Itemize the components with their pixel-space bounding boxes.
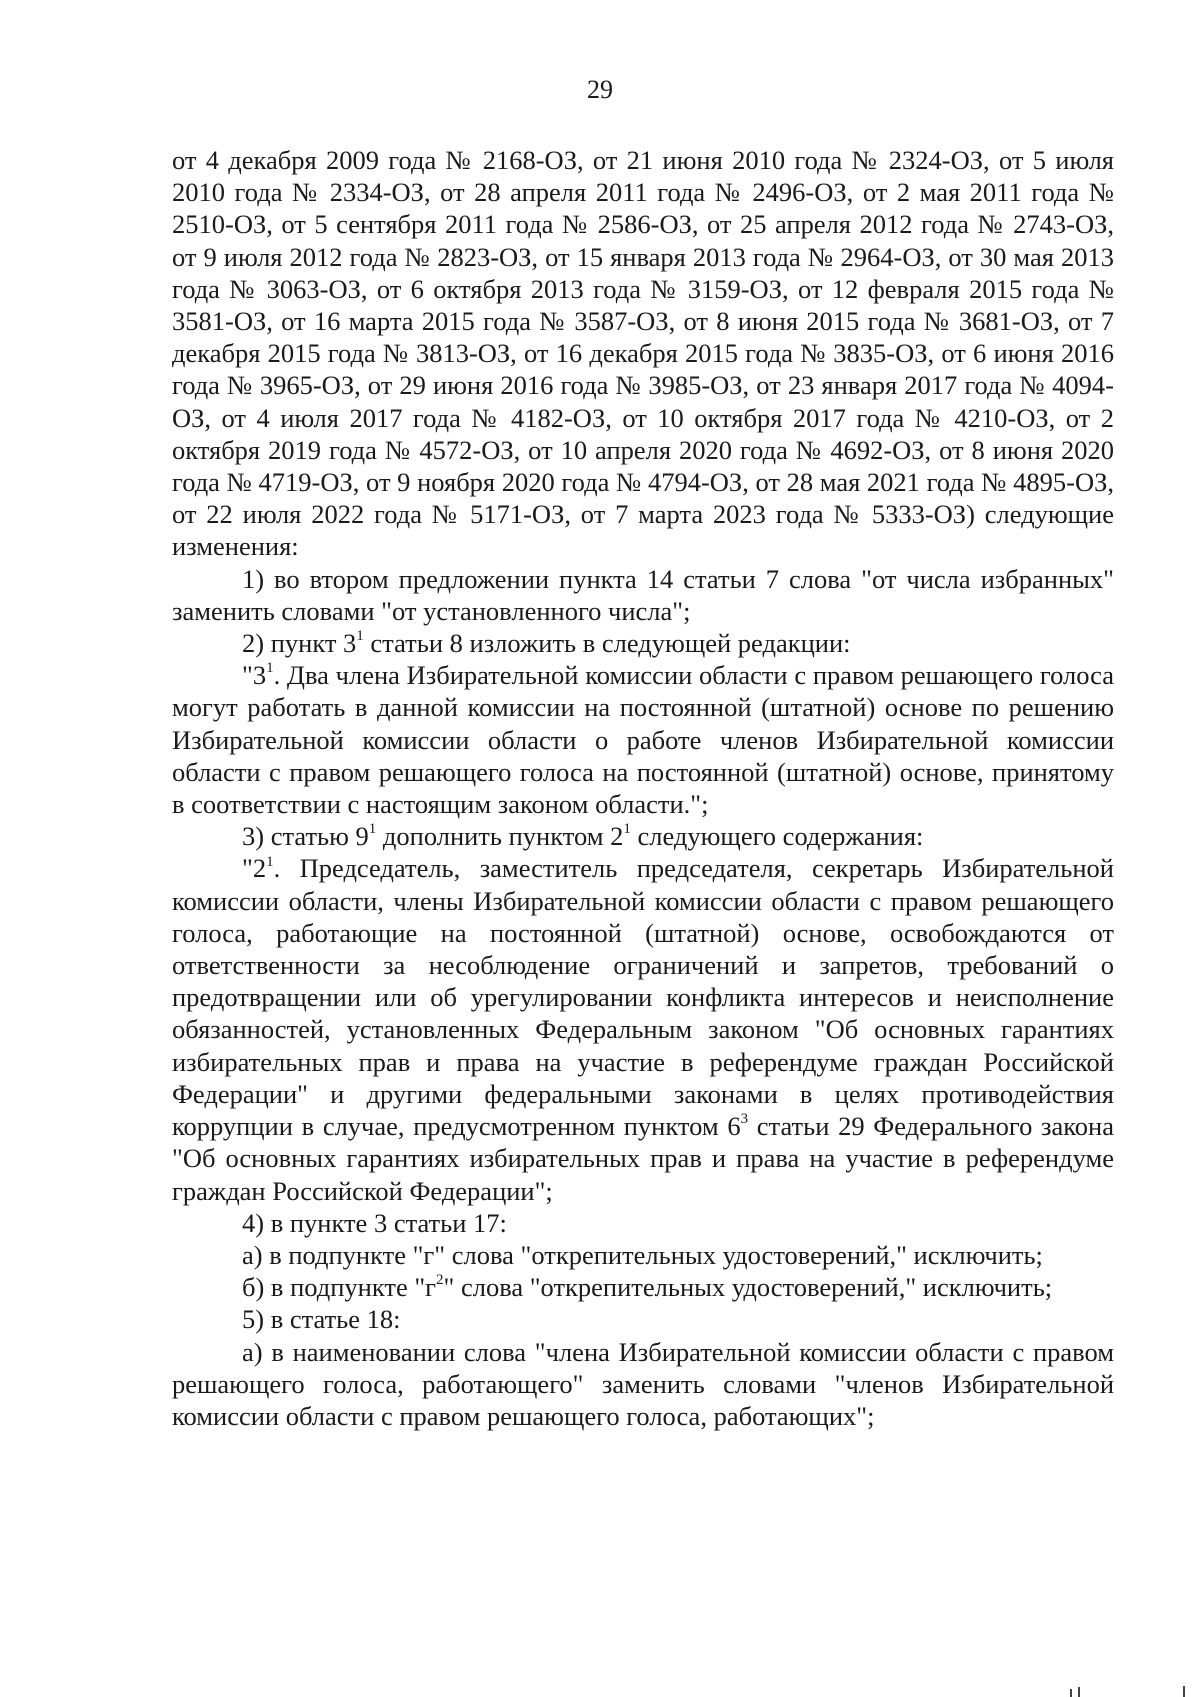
paragraph-item-4b bbox=[172, 1271, 1114, 1303]
paragraph-item-3 bbox=[172, 820, 1114, 852]
scan-edge-mark bbox=[1183, 1686, 1185, 1697]
superscript-index: 1 bbox=[368, 821, 377, 838]
text-run: 2) пункт 3 bbox=[242, 628, 357, 659]
text-run: 4) в пункте 3 статьи 17: bbox=[242, 1207, 507, 1238]
text-run: статьи 8 изложить в следующей редакции: bbox=[363, 628, 851, 659]
paragraph-item-4a bbox=[172, 1239, 1114, 1271]
text-run: 5) в статье 18: bbox=[242, 1304, 401, 1335]
superscript-index: 1 bbox=[266, 660, 274, 677]
text-run: . Два члена Избирательной комиссии области с правом решающего голоса могут работать в данной комиссии на постоянной (штатной) основе по решению Избирательной комиссии области о работе членов Избирательной комиссии области с правом решающего голоса на постоянной (штатной) основе, принятому в соответствии с настоящим законом области."; bbox=[172, 660, 1114, 820]
superscript-index: 1 bbox=[623, 821, 631, 838]
text-run: . Председатель, заместитель председателя, секретарь Избирательной комиссии области, члены Избирательной комиссии области с правом решающего голоса, работающие на постоянной (штатной) основе, освобождаются от ответственности за несоблюдение ограничений и запретов, требований о предотвращении или об урегулировании конфликта интересов и неисполнение обязанностей, установленных Федеральным законом "Об основных гарантиях избирательных прав и права на участие в референдуме граждан Российской Федерации" и другими федеральными законами в целях противодействия коррупции в случае, предусмотренном пунктом 6 bbox=[172, 853, 1114, 1142]
text-run: "2 bbox=[242, 853, 267, 884]
page-number: 29 bbox=[587, 75, 613, 104]
superscript-index: 2 bbox=[436, 1272, 444, 1289]
text-run: " слова "открепительных удостоверений," исключить; bbox=[443, 1272, 1053, 1303]
superscript-index: 3 bbox=[740, 1111, 749, 1128]
text-run: статьи 29 Федерального закона "Об основных гарантиях избирательных прав и права на участие в референдуме граждан Российской Федерации"; bbox=[172, 1111, 1114, 1206]
text-run: следующего содержания: bbox=[630, 821, 924, 852]
text-run: б) в подпункте "г bbox=[242, 1272, 437, 1303]
document-body bbox=[172, 144, 1114, 1432]
scan-edge-mark bbox=[1078, 1687, 1080, 1697]
text-run: "3 bbox=[242, 660, 267, 691]
paragraph-item-2-text bbox=[172, 659, 1114, 820]
paragraph-item-4 bbox=[172, 1207, 1114, 1239]
paragraph-amending-laws-list bbox=[172, 144, 1114, 563]
paragraph-item-2 bbox=[172, 627, 1114, 659]
text-run: 1) во втором предложении пункта 14 статьи 7 слова "от числа избранных" заменить словами "от установленного числа"; bbox=[172, 563, 1114, 626]
text-run: 3) статью 9 bbox=[242, 821, 369, 852]
paragraph-item-5 bbox=[172, 1303, 1114, 1335]
paragraph-item-3-text bbox=[172, 852, 1114, 1206]
text-run: от 4 декабря 2009 года № 2168-ОЗ, от 21 июня 2010 года № 2324-ОЗ, от 5 июля 2010 года № 2334-ОЗ, от 28 апреля 2011 года № 2496-ОЗ, от 2 мая 2011 года № 2510-ОЗ, от 5 сентября 2011 года № 2586-ОЗ, от 25 апреля 2012 года № 2743-ОЗ, от 9 июля 2012 года № 2823-ОЗ, от 15 января 2013 года № 2964-ОЗ, от 30 мая 2013 года № 3063-ОЗ, от 6 октября 2013 года № 3159-ОЗ, от 12 февраля 2015 года № 3581-ОЗ, от 16 марта 2015 года № 3587-ОЗ, от 8 июня 2015 года № 3681-ОЗ, от 7 декабря 2015 года № 3813-ОЗ, от 16 декабря 2015 года № 3835-ОЗ, от 6 июня 2016 года № 3965-ОЗ, от 29 июня 2016 года № 3985-ОЗ, от 23 января 2017 года № 4094-ОЗ, от 4 июля 2017 года № 4182-ОЗ, от 10 октября 2017 года № 4210-ОЗ, от 2 октября 2019 года № 4572-ОЗ, от 10 апреля 2020 года № 4692-ОЗ, от 8 июня 2020 года № 4719-ОЗ, от 9 ноября 2020 года № 4794-ОЗ, от 28 мая 2021 года № 4895-ОЗ, от 22 июля 2022 года № 5171-ОЗ, от 7 марта 2023 года № 5333-ОЗ) следующие изменения: bbox=[172, 145, 1114, 562]
superscript-index: 1 bbox=[356, 628, 364, 645]
paragraph-item-5a bbox=[172, 1336, 1114, 1433]
scan-edge-mark bbox=[1070, 1689, 1072, 1697]
paragraph-item-1 bbox=[172, 563, 1114, 627]
superscript-index: 1 bbox=[266, 853, 274, 870]
text-run: дополнить пунктом 2 bbox=[376, 821, 624, 852]
text-run: а) в наименовании слова "члена Избирательной комиссии области с правом решающего голоса, работающего" заменить словами "членов Избирательной комиссии области с правом решающего голоса, работающих"; bbox=[172, 1336, 1114, 1431]
text-run: а) в подпункте "г" слова "открепительных удостоверений," исключить; bbox=[242, 1239, 1043, 1270]
